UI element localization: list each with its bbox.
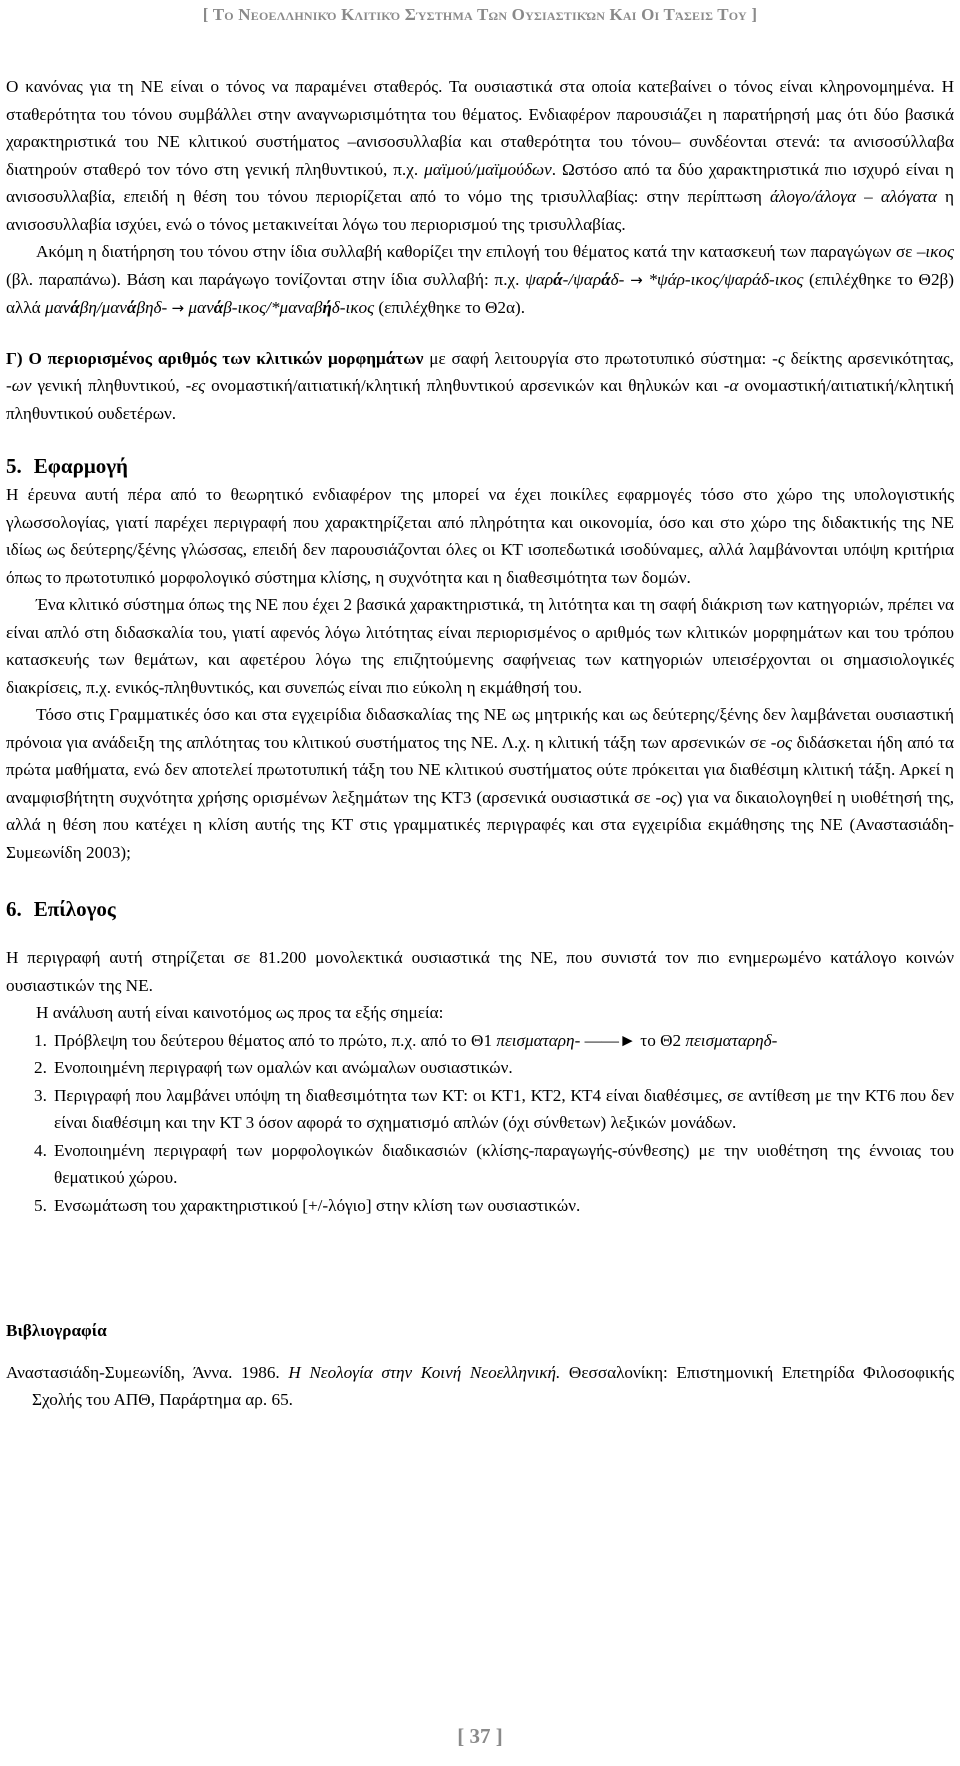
list-item: 3. Περιγραφή που λαμβάνει υπόψη τη διαθεσιμότητα των ΚΤ: οι ΚΤ1, ΚΤ2, ΚΤ4 είναι διαθέσιμες, σε αντίθεση με την ΚΤ6 που δεν είναι διαθέσιμη και την ΚΤ 3 όσον αφορά το σχηματισμό απλών (όχι σύνθετων) λεξικών μονάδων. — [34, 1085, 954, 1132]
innovation-list — [6, 1027, 954, 1220]
list-item: 4. Ενοποιημένη περιγραφή των μορφολογικών διαδικασιών (κλίσης-παραγωγής-σύνθεσης) με την υιοθέτηση της έννοιας του θεματικού χώρου. — [34, 1140, 954, 1187]
paragraph-application-3: Τόσο στις Γραμματικές όσο και στα εγχειρίδια διδασκαλίας της ΝΕ ως μητρικής και ως δεύτερης/ξένης δεν λαμβάνεται ουσιαστική πρόνοια για ανάδειξη της απλότητας του κλιτικού συστήματος της ΝΕ. Λ.χ. η κλιτική τάξη των αρσενικών σε -ος διδάσκεται ήδη από τα πρώτα μαθήματα, ενώ δεν αποτελεί πρωτοτυπική τάξη του ΝΕ κλιτικού συστήματος ούτε πρόκειται για διαθέσιμη κλιτική τάξη. Αρκεί η αναμφισβήτητη συχνότητα χρήσης ορισμένων λεξημάτων της ΚΤ3 (αρσενικά ουσιαστικά σε -ος) για να δικαιολογηθεί η υιοθέτησή της, αλλά η θέση που κατέχει η κλίση αυτής της ΚΤ στις γραμματικές περιγραφές και στα εγχειρίδια εκμάθησης της ΝΕ (Αναστασιάδη-Συμεωνίδη 2003); — [6, 705, 955, 862]
list-item: 1. Πρόβλεψη του δεύτερου θέματος από το πρώτο, π.χ. από το Θ1 πεισματαρη- ——► το Θ2 πεισματαρηδ- — [34, 1030, 778, 1050]
paragraph-application-2: Ένα κλιτικό σύστημα όπως της ΝΕ που έχει 2 βασικά χαρακτηριστικά, τη λιτότητα και τη σαφή διάκριση των κατηγοριών, πρέπει να είναι απλό στη διδασκαλία του, γιατί αφενός λόγω λιτότητας είναι περιορισμένος ο αριθμός των κλιτικών μορφημάτων και του τρόπου κατασκευής των θεμάτων, και αφετέρου λόγω της επιζητούμενης σαφήνειας των κατηγοριών υπεισέρχονται οι σημασιολογικές διακρίσεις, π.χ. ενικός-πληθυντικός, και συνεπώς είναι πιο εύκολη η εκμάθησή του. — [6, 595, 954, 697]
paragraph-stress-stability: Ο κανόνας για τη ΝΕ είναι ο τόνος να παραμένει σταθερός. Τα ουσιαστικά στα οποία κατεβαίνει ο τόνος είναι κληρονομημένα. Η σταθερότητα του τόνου συμβάλλει στην αναγνωρισιμότητα του θέματος. Ενδιαφέρον παρουσιάζει η παρατήρησή μας ότι δύο βασικά χαρακτηριστικά του ΝΕ κλιτικού συστήματος –ανισοσυλλαβία και σταθερότητα του τόνου– συνδέονται στενά: τα ανισοσύλλαβα διατηρούν σταθερό τον τόνο στη γενική πληθυντικού, π.χ. μαϊμού/μαϊμούδων. Ωστόσο από τα δύο χαρακτηριστικά πιο ισχυρό είναι η ανισοσυλλαβία, επειδή η θέση του τόνου περιορίζεται από το νόμο της τρισυλλαβίας: στην περίπτωση άλογο/άλογα – αλόγατα η ανισοσυλλαβία ισχύει, ενώ ο τόνος μετακινείται λόγω του περιορισμού της τρισυλλαβίας. — [6, 77, 954, 234]
section-heading-epilogue: 6. Επίλογος — [6, 897, 116, 921]
section-heading-application: 5. Εφαρμογή — [6, 454, 128, 478]
paragraph-epilogue-2: Η ανάλυση αυτή είναι καινοτόμος ως προς τα εξής σημεία: — [36, 1003, 444, 1022]
bibliography-entry: Αναστασιάδη-Συμεωνίδη, Άννα. 1986. Η Νεολογία στην Κοινή Νεοελληνική. Θεσσαλονίκη: Επιστημονική Επετηρίδα Φιλοσοφικής Σχολής του ΑΠΘ, Παράρτημα αρ. 65. — [6, 1362, 954, 1409]
paragraph-epilogue-1: Η περιγραφή αυτή στηρίζεται σε 81.200 μονολεκτικά ουσιαστικά της ΝΕ, που συνιστά τον πιο ενημερωμένο κατάλογο κοινών ουσιαστικών της ΝΕ. — [6, 948, 954, 995]
page-number: [ 37 ] — [457, 1724, 503, 1748]
right-arrow-icon: → — [630, 270, 643, 289]
bibliography-heading: Βιβλιογραφία — [6, 1321, 107, 1340]
page-body — [6, 73, 954, 1414]
paragraph-morphemes: Γ) Ο περιορισμένος αριθμός των κλιτικών μορφημάτων με σαφή λειτουργία στο πρωτοτυπικό σύστημα: -ς δείκτης αρσενικότητας, -ων γενική πληθυντικού, -ες ονομαστική/αιτιατική/κλητική πληθυντικού αρσενικών και θηλυκών και -α ονομαστική/αιτιατική/κλητική πληθυντικού ουδετέρων. — [6, 348, 954, 423]
right-arrow-icon: → — [171, 299, 185, 317]
paragraph-derivatives: Ακόμη η διατήρηση του τόνου στην ίδια συλλαβή καθορίζει την επιλογή του θέματος κατά την κατασκευή των παραγώγων σε –ικος (βλ. παραπάνω). Βάση και παράγωγο τονίζονται στην ίδια συλλαβή: π.χ. ψαρά-/ψαράδ- → *ψάρ-ικος/ψαράδ-ικος (επιλέχθηκε το Θ2β) αλλά μανάβη/μανάβηδ- → μανάβ-ικος/*μαναβήδ-ικος (επιλέχθηκε το Θ2α). — [6, 242, 955, 317]
running-header: [ Το Νεοελληνικό Κλιτικό Σύστημα Των Ουσιαστικών Και Οι Τάσεις Του ] — [202, 5, 758, 24]
list-item: 2. Ενοποιημένη περιγραφή των ομαλών και ανώμαλων ουσιαστικών. — [34, 1058, 513, 1077]
list-item: 5. Ενσωμάτωση του χαρακτηριστικού [+/-λόγιο] στην κλίση των ουσιαστικών. — [34, 1195, 581, 1215]
paragraph-application-1: Η έρευνα αυτή πέρα από το θεωρητικό ενδιαφέρον της μπορεί να έχει ποικίλες εφαρμογές τόσο στο χώρο της υπολογιστικής γλωσσολογίας, γιατί παρέχει περιγραφή που χαρακτηρίζεται από πληρότητα και οικονομία, όσο και στο χώρο της διδακτικής της ΝΕ ιδίως ως δεύτερης/ξένης γλώσσας, επειδή δεν παρουσιάζονται όλες οι ΚΤ ισοπεδωτικά ισοδύναμες, αλλά λαμβάνονται υπόψη κριτήρια όπως το πρωτοτυπικό μορφολογικό σύστημα κλίσης, η συχνότητα και η διαθεσιμότητα των δομών. — [6, 485, 954, 587]
